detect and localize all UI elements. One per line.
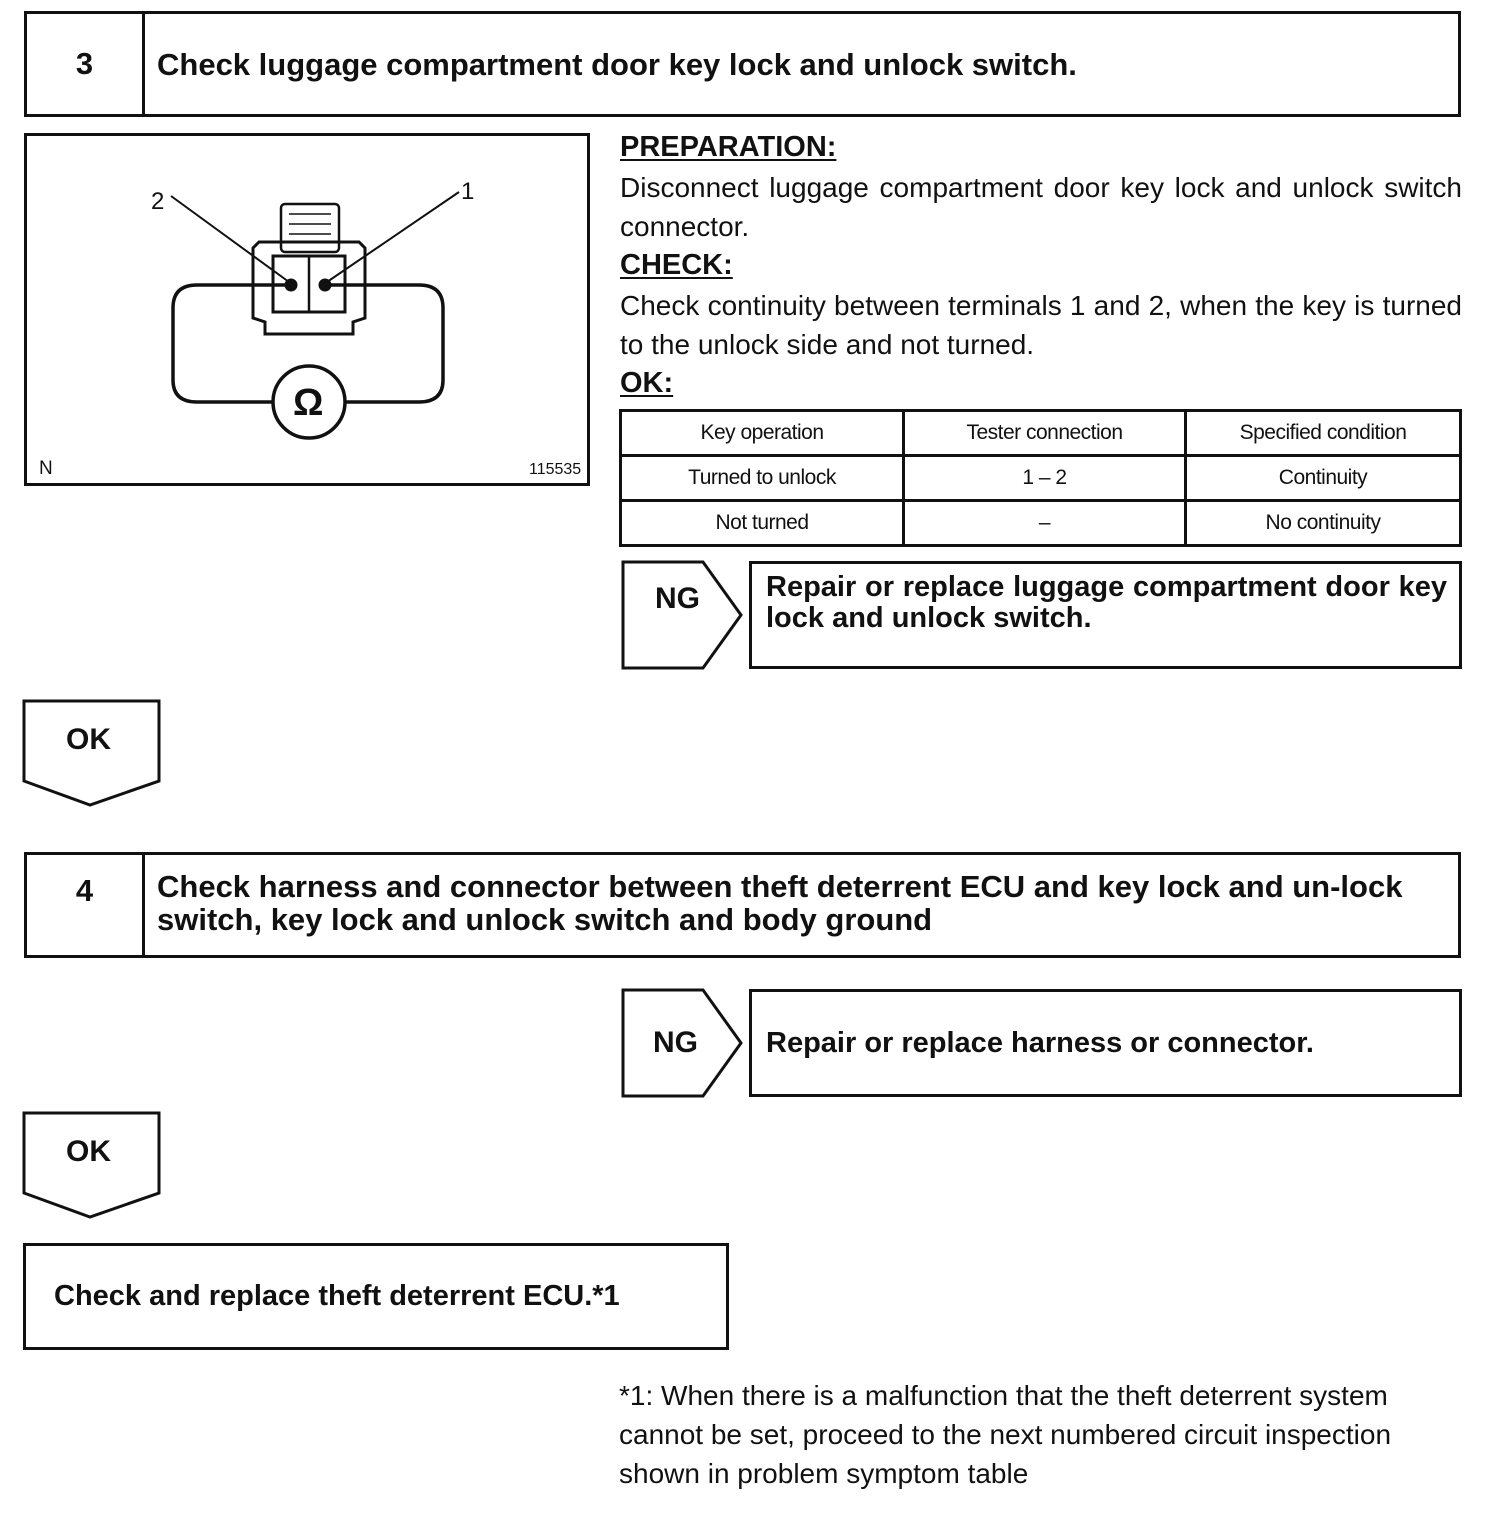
ok-heading: OK: (620, 367, 674, 399)
spec-table (619, 409, 1462, 547)
ng-label: NG (655, 582, 700, 615)
table-header-row (621, 411, 1461, 456)
table-cell: Continuity (1186, 456, 1461, 501)
connector-illustration (24, 133, 590, 486)
continuity-test-diagram (27, 136, 587, 483)
figure-id: 115535 (529, 461, 582, 478)
ng-action-box-1: Repair or replace luggage compartment door key lock and unlock switch. (749, 561, 1462, 669)
table-row (621, 501, 1461, 546)
step-title: Check luggage compartment door key lock and unlock switch. (157, 46, 1077, 82)
preparation-text: Disconnect luggage compartment door key lock and unlock switch connector. (620, 172, 1462, 242)
table-header: Specified condition (1186, 411, 1461, 456)
preparation-heading: PREPARATION: (620, 131, 837, 163)
ng-label: NG (653, 1026, 698, 1059)
check-heading: CHECK: (620, 249, 733, 281)
ng-arrow-1 (621, 560, 745, 670)
table-cell: – (904, 501, 1186, 546)
table-row (621, 456, 1461, 501)
ok-label: OK (66, 1135, 111, 1168)
table-cell: 1 – 2 (904, 456, 1186, 501)
ok-arrow-1 (22, 699, 162, 809)
ok-arrow-2 (22, 1111, 162, 1221)
ohm-symbol: Ω (293, 382, 324, 424)
ng-action-box-2: Repair or replace harness or connector. (749, 989, 1462, 1097)
step-title: Check harness and connector between theft deterrent ECU and key lock and un-lock switch, key lock and unlock switch and body ground (157, 869, 1403, 937)
terminal-2-label: 2 (151, 188, 165, 215)
table-cell: No continuity (1186, 501, 1461, 546)
step-3-header (24, 11, 1461, 117)
table-cell: Turned to unlock (621, 456, 904, 501)
footnote: *1: When there is a malfunction that the theft deterrent system cannot be set, proceed to the next numbered circuit inspection shown in problem symptom table (619, 1380, 1392, 1489)
figure-corner-left: N (39, 458, 53, 479)
step-number: 4 (27, 855, 145, 955)
terminal-1-label: 1 (461, 178, 475, 205)
check-text: Check continuity between terminals 1 and 2, when the key is turned to the unlock side and not turned. (620, 290, 1462, 360)
ng-arrow-2 (621, 988, 745, 1098)
table-cell: Not turned (621, 501, 904, 546)
step-number: 3 (27, 14, 145, 114)
table-header: Tester connection (904, 411, 1186, 456)
ok-label: OK (66, 723, 111, 756)
table-header: Key operation (621, 411, 904, 456)
final-action-box: Check and replace theft deterrent ECU.*1 (23, 1243, 729, 1350)
step-4-header (24, 852, 1461, 958)
